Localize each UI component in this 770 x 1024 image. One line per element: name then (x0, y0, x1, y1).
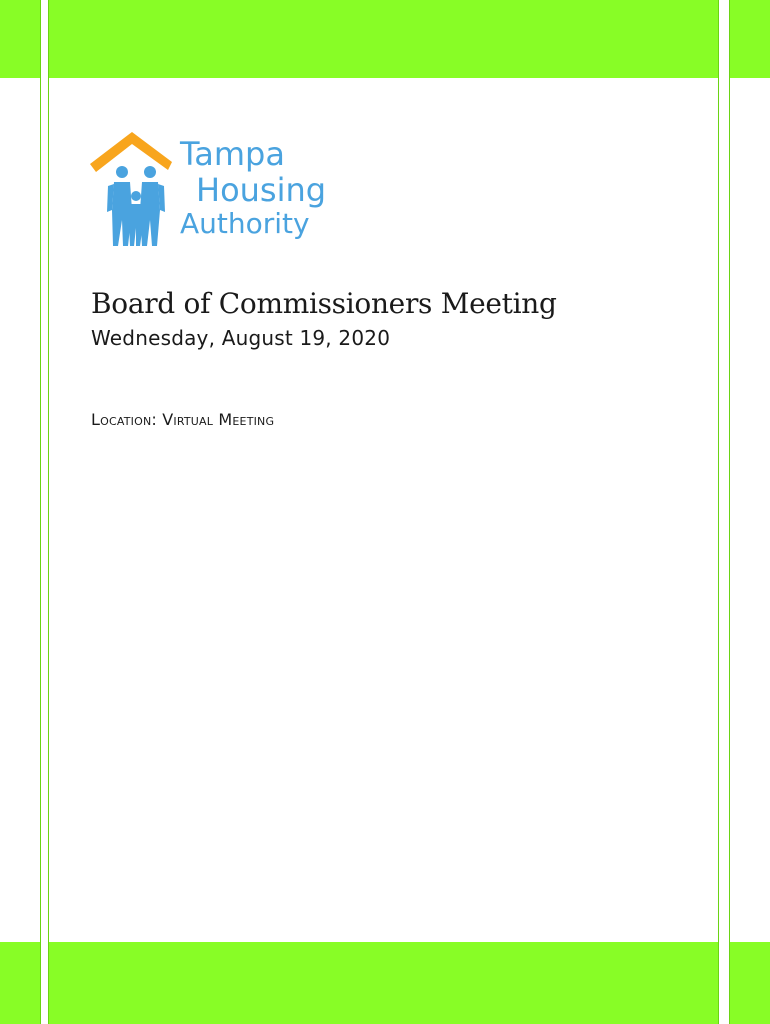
left-vertical-rule (40, 0, 49, 1024)
meeting-location: Location: Virtual Meeting (91, 410, 275, 429)
logo-line-authority: Authority (180, 207, 310, 240)
bottom-green-band (0, 942, 770, 1024)
house-family-icon (88, 128, 183, 252)
top-green-band (0, 0, 770, 78)
tampa-housing-authority-logo (88, 128, 338, 252)
logo-line-housing: Housing (196, 171, 327, 209)
meeting-title: Board of Commissioners Meeting (91, 287, 557, 320)
meeting-date: Wednesday, August 19, 2020 (91, 326, 391, 350)
logo-line-tampa: Tampa (180, 135, 285, 173)
right-vertical-rule (718, 0, 730, 1024)
